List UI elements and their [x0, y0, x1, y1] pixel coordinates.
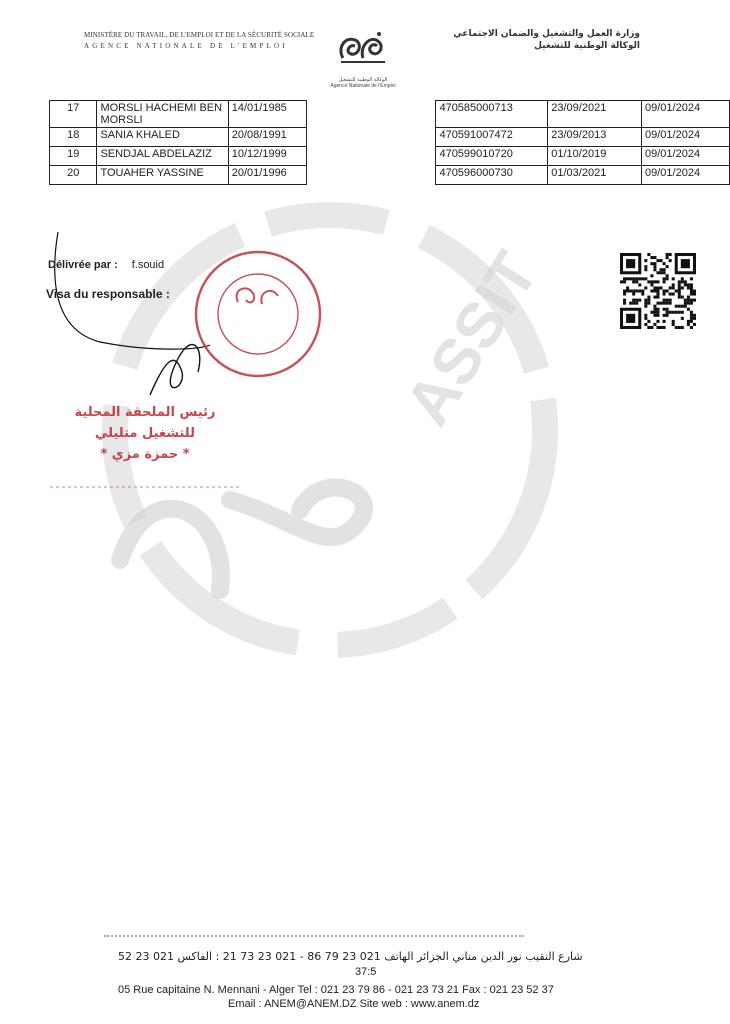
watermark-text: ASSIT — [390, 239, 552, 438]
round-stamp-outer — [196, 252, 320, 376]
row-name: TOUAHER YASSINE — [97, 166, 228, 185]
row-birthdate: 10/12/1999 — [228, 147, 307, 166]
logo-caption-fr: Agence Nationale de l'Emploi — [330, 83, 396, 89]
delivered-by-value: f.souid — [131, 259, 165, 271]
row-birthdate: 14/01/1985 — [228, 101, 307, 128]
row-registration-date: 01/03/2021 — [548, 166, 642, 185]
row-id-number: 470591007472 — [436, 128, 548, 147]
row-issue-date: 09/01/2024 — [642, 147, 730, 166]
row-name: SANIA KHALED — [97, 128, 228, 147]
ministry-name-fr: MINISTÈRE DU TRAVAIL, DE L'EMPLOI ET DE LA SÉCURITÉ SOCIALE — [84, 31, 315, 39]
stamp-line-office: للتشغيل متليلي — [95, 426, 195, 441]
agency-name-fr: AGENCE NATIONALE DE L'EMPLOI — [84, 42, 288, 50]
footer-contact-web: Email : ANEM@ANEM.DZ Site web : www.anem.dz — [228, 998, 480, 1010]
signature-mark — [150, 345, 200, 395]
row-birthdate: 20/01/1996 — [228, 166, 307, 185]
row-id-number: 470599010720 — [436, 147, 548, 166]
row-name: MORSLI HACHEMI BEN MORSLI — [97, 101, 228, 128]
row-registration-date: 23/09/2021 — [548, 101, 642, 128]
stamp-line-title: رئيس الملحقة المحلية — [74, 405, 216, 420]
row-issue-date: 09/01/2024 — [642, 166, 730, 185]
row-registration-date: 23/09/2013 — [548, 128, 642, 147]
row-name: SENDJAL ABDELAZIZ — [97, 147, 228, 166]
round-stamp-logo — [237, 288, 278, 304]
delivered-by — [48, 259, 164, 271]
row-registration-date: 01/10/2019 — [548, 147, 642, 166]
footer-address-fr: 05 Rue capitaine N. Mennani - Alger Tel : 021 23 79 86 - 021 23 73 21 Fax : 021 23 52 37 — [118, 984, 554, 996]
round-stamp-inner — [218, 274, 298, 354]
row-number: 20 — [50, 166, 97, 185]
row-id-number: 470596000730 — [436, 166, 548, 185]
row-issue-date: 09/01/2024 — [642, 128, 730, 147]
agency-name-ar: الوكالة الوطنية للتشغيل — [534, 41, 640, 51]
row-number: 17 — [50, 101, 97, 128]
row-issue-date: 09/01/2024 — [642, 101, 730, 128]
row-number: 19 — [50, 147, 97, 166]
row-number: 18 — [50, 128, 97, 147]
official-stamp-text — [60, 402, 230, 465]
row-id-number: 470585000713 — [436, 101, 548, 128]
footer-divider — [104, 935, 524, 937]
delivered-by-label: Délivrée par : — [48, 259, 118, 271]
manager-visa-label: Visa du responsable : — [46, 287, 170, 301]
footer-address-ar-cont: 37:5 — [355, 966, 377, 978]
ministry-name-ar: وزارة العمل والتشغيل والضمان الاجتماعي — [453, 29, 640, 39]
row-birthdate: 20/08/1991 — [228, 128, 307, 147]
footer-address-ar: شارع النقيب نور الدين مناني الجزائر الهاتف 021 23 79 86 - 021 23 73 21 : الفاكس 021 23 52 — [118, 950, 583, 963]
stamp-line-name: * حمزة مزي * — [100, 447, 190, 462]
logo-caption-ar: الوكالة الوطنية للتشغيل — [338, 77, 388, 83]
qr-code-icon — [620, 253, 696, 329]
